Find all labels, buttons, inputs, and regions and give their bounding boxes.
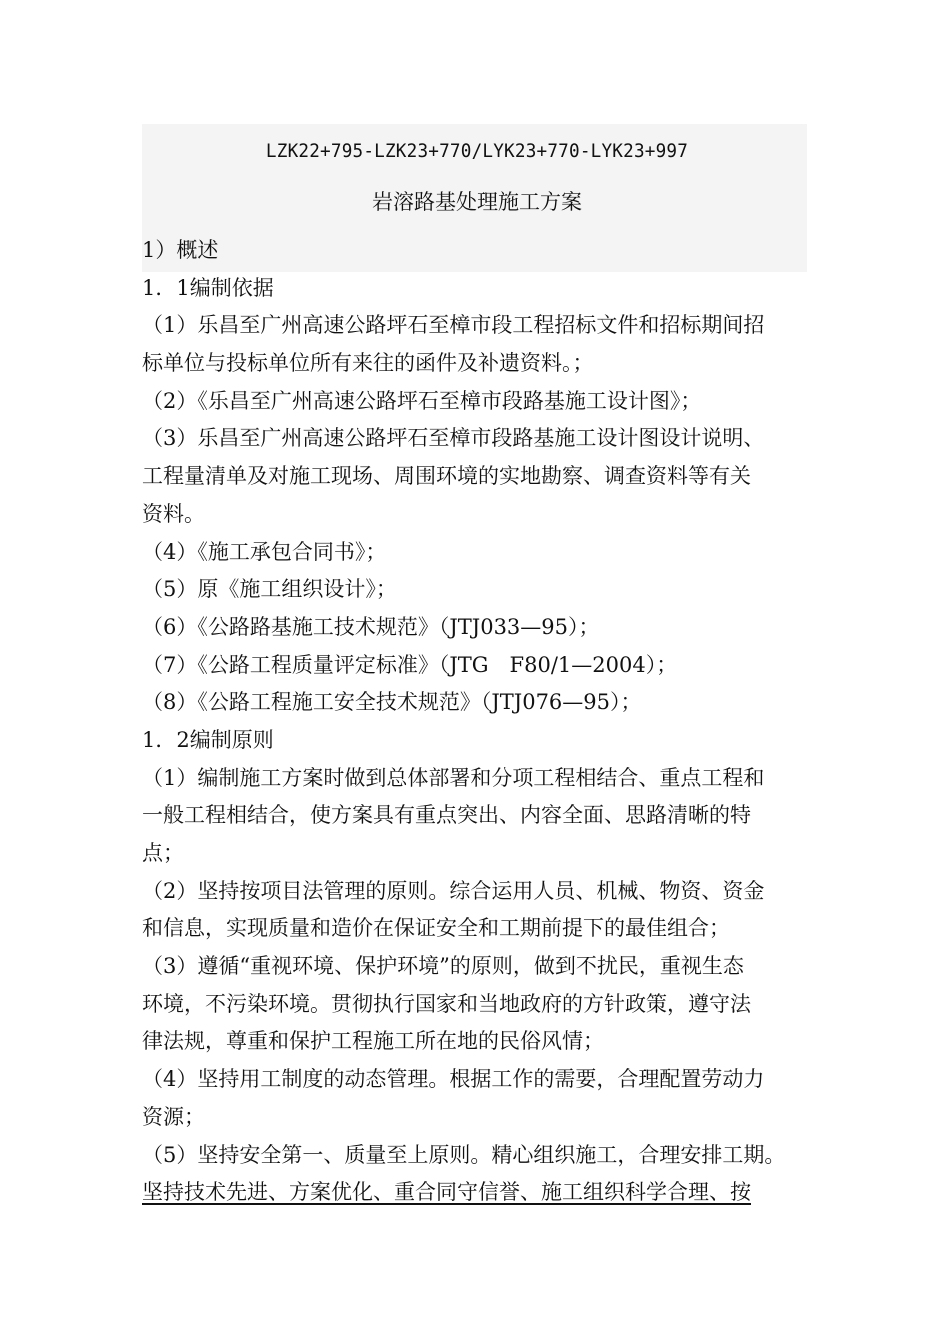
text-line: （6）《公路路基施工技术规范》（JTJ033—95）；	[142, 614, 600, 639]
text-line: （3）遵循“重视环境、保护环境”的原则，做到不扰民，重视生态	[142, 954, 744, 979]
text-line: （3）乐昌至广州高速公路坪石至樟市段路基施工设计图设计说明、	[142, 426, 765, 451]
text-line: （2）坚持按项目法管理的原则。综合运用人员、机械、物资、资金	[142, 878, 765, 903]
text-line: （4）坚持用工制度的动态管理。根据工作的需要，合理配置劳动力	[142, 1067, 765, 1092]
text-line: （8）《公路工程施工安全技术规范》（JTJ076—95）；	[142, 690, 642, 715]
text-line: 和信息，实现质量和造价在保证安全和工期前提下的最佳组合；	[142, 916, 730, 941]
text-line: （1）编制施工方案时做到总体部署和分项工程相结合、重点工程和	[142, 765, 765, 790]
subsection-heading: 1．1编制依据	[142, 275, 274, 300]
document-title: 岩溶路基处理施工方案	[372, 190, 582, 214]
text-line-underlined: 坚持技术先进、方案优化、重合同守信誉、施工组织科学合理、按	[142, 1180, 751, 1205]
document-body	[142, 232, 812, 1212]
text-line: 标单位与投标单位所有来往的函件及补遗资料。；	[142, 351, 594, 376]
section-heading: 1）概述	[142, 238, 219, 262]
text-line: （4）《施工承包合同书》；	[142, 539, 387, 564]
text-line: （5）原《施工组织设计》；	[142, 577, 397, 602]
text-line: 点；	[142, 841, 184, 865]
document-title-code: LZK22+795-LZK23+770/LYK23+770-LYK23+997	[265, 140, 689, 162]
text-line: （5）坚持安全第一、质量至上原则。精心组织施工，合理安排工期。	[142, 1142, 786, 1167]
text-line: （2）《乐昌至广州高速公路坪石至樟市段路基施工设计图》；	[142, 388, 702, 413]
text-line: 资料。	[142, 501, 205, 526]
text-line: 一般工程相结合，使方案具有重点突出、内容全面、思路清晰的特	[142, 803, 751, 828]
text-line: 资源；	[142, 1104, 205, 1129]
text-line: 律法规，尊重和保护工程施工所在地的民俗风情；	[142, 1029, 604, 1054]
text-line: 工程量清单及对施工现场、周围环境的实地勘察、调查资料等有关	[142, 464, 751, 489]
text-line: （7）《公路工程质量评定标准》（JTG F80/1—2004）；	[142, 652, 678, 677]
subsection-heading: 1．2编制原则	[142, 727, 274, 752]
text-line: 环境，不污染环境。贯彻执行国家和当地政府的方针政策，遵守法	[142, 991, 751, 1016]
text-line: （1）乐昌至广州高速公路坪石至樟市段工程招标文件和招标期间招	[142, 313, 765, 338]
